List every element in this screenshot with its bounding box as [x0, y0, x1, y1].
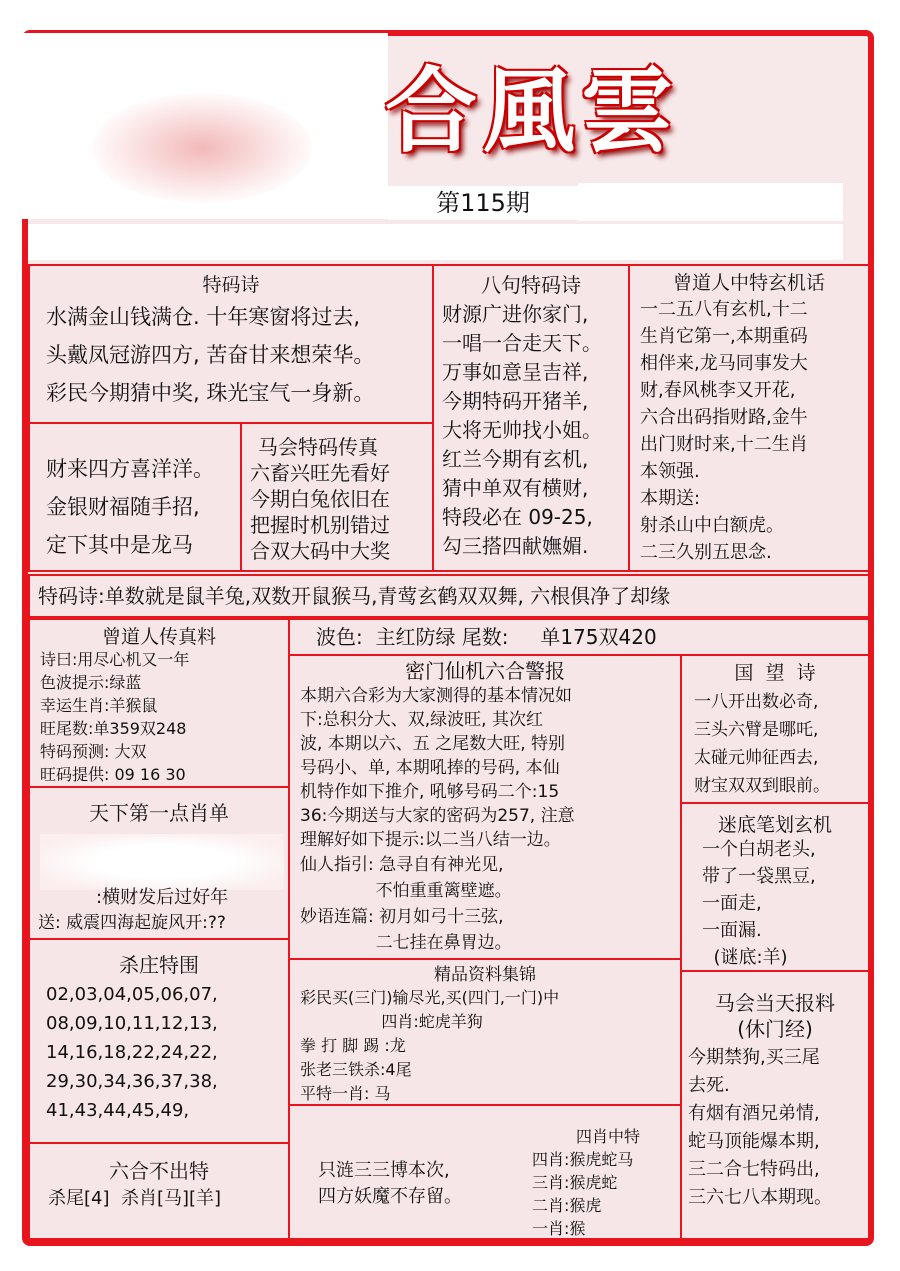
zengdao-title: 曾道人中特玄机话 [672, 272, 825, 294]
banner-box [28, 574, 870, 618]
shazhuang-title: 杀庄特围 [119, 953, 199, 977]
mahui-line: 合双大码中大奖 [250, 539, 390, 563]
poem-line: 水满金山钱满仓. 十年寒窗将过去, [46, 305, 361, 329]
blurred-content [40, 834, 284, 890]
poem2-line: 定下其中是龙马 [46, 533, 193, 557]
mahui-line: 六畜兴旺先看好 [250, 461, 390, 485]
buchu-title: 六合不出特 [109, 1159, 209, 1183]
blurred-header-band [28, 224, 843, 260]
sixiao-line: 二肖:猴虎 [532, 1196, 602, 1215]
mahuidt-line: 三六七八本期现。 [688, 1187, 832, 1208]
jingpin-title: 精品资料集锦 [434, 965, 536, 985]
zengdao-line: 六合出码指财路,金牛 [640, 407, 808, 428]
bajv-line: 万事如意呈吉祥, [442, 360, 589, 384]
zengdao-line: 生肖它第一,本期重码 [640, 326, 808, 347]
zhilian-box [288, 1104, 682, 1240]
bose-box [288, 618, 870, 656]
jingpin-box [288, 958, 682, 1106]
mimen-title: 密门仙机六合警报 [405, 659, 565, 683]
bajv-line: 今期特码开猪羊, [442, 389, 589, 413]
mimen-line: 下:总积分大、双,绿波旺, 其次红 [300, 710, 543, 730]
mimen-line: 本期六合彩为大家测得的基本情况如 [300, 686, 572, 706]
sixiao-line: 四肖:猴虎蛇马 [532, 1150, 634, 1169]
poem-line: 头戴凤冠游四方, 苦奋甘来想荣华。 [46, 343, 375, 367]
banner-text: 特码诗:单数就是鼠羊兔,双数开鼠猴马,青莺玄鹤双双舞, 六根俱净了却缘 [38, 584, 671, 608]
bajv-line: 特段必在 09-25, [442, 505, 593, 529]
zhilian-line: 只涟三三博本次, [318, 1160, 450, 1181]
tianxia-title: 天下第一点肖单 [89, 801, 229, 825]
mimen-line: 号码小、单, 本期吼捧的号码, 本仙 [300, 758, 560, 778]
mimen-line: 理解好如下提示:以二当八结一边。 [300, 830, 561, 850]
bajv-line: 大将无帅找小姐。 [442, 418, 602, 442]
chuanzhen-line: 特码预测: 大双 [40, 742, 147, 761]
mahui-line: 把握时机别错过 [250, 513, 390, 537]
mahuidt-line: 去死. [688, 1075, 730, 1096]
mimen-line: 不怕重重篱壁遮。 [300, 881, 512, 901]
jingpin-line: 平特一肖: 马 [300, 1084, 391, 1103]
jingpin-line: 四肖:蛇虎羊狗 [300, 1012, 483, 1031]
shazhuang-line: 14,16,18,22,24,22, [46, 1042, 218, 1063]
jingpin-line: 彩民买(三门)输尽光,买(四门,一门)中 [300, 988, 560, 1007]
bajv-line: 财源广进你家门, [442, 302, 589, 326]
midi-line: (谜底:羊) [702, 947, 788, 968]
zengdao-line: 二三久别五思念. [640, 542, 772, 563]
bajv-line: 猜中单双有横财, [442, 476, 589, 500]
chuanzhen-line: 旺尾数:单359双248 [40, 719, 187, 738]
shazhuang-line: 41,43,44,45,49, [46, 1100, 190, 1121]
poem2-line: 财来四方喜洋洋。 [46, 457, 214, 481]
mimen-line: 波, 本期以六、五 之尾数大旺, 特别 [300, 734, 566, 754]
zengdao-line: 财,春风桃李又开花, [640, 380, 796, 401]
logo-title: 合風雲 [385, 57, 680, 165]
issue-number: 第115期 [388, 186, 578, 220]
tianxia-line: 送: 威震四海起旋风开:?? [38, 913, 226, 933]
chuanzhen-title: 曾道人传真料 [101, 626, 216, 648]
bajv-line: 红兰今期有玄机, [442, 447, 589, 471]
mahui-box [240, 422, 434, 572]
shazhuang-line: 08,09,10,11,12,13, [46, 1013, 218, 1034]
poem-title: 特码诗 [202, 274, 260, 296]
mahui-line: 今期白兔依旧在 [250, 487, 390, 511]
bajv-title: 八句特码诗 [481, 273, 581, 297]
zengdao-line: 射杀山中白额虎。 [640, 515, 784, 536]
zengdao-box [628, 264, 870, 572]
mahuidt-line: 今期禁狗,买三尾 [688, 1047, 820, 1068]
midi-line: 带了一袋黑豆, [702, 866, 816, 887]
guowang-line: 三头六臂是哪吒, [694, 720, 819, 740]
poem2-box [28, 422, 242, 572]
mahuidt-line: 有烟有酒兄弟情, [688, 1103, 820, 1124]
poem-line: 彩民今期猜中奖, 珠光宝气一身新。 [46, 381, 375, 405]
mahuidt-line: 蛇马顶能爆本期, [688, 1131, 820, 1152]
guowang-title: 国 望 诗 [734, 662, 816, 684]
mahui-title: 马会特码传真 [258, 435, 378, 459]
chuanzhen-line: 幸运生肖:羊猴鼠 [40, 696, 158, 715]
tianxia-line: :横财发后过好年 [96, 887, 229, 908]
blurred-logo-area [22, 33, 388, 219]
zengdao-line: 本期送: [640, 488, 701, 509]
mimen-box [288, 654, 682, 960]
buchu-line: 杀尾[4] 杀肖[马][羊] [48, 1188, 222, 1209]
chuanzhen-line: 诗曰:用尽心机又一年 [40, 650, 190, 669]
zhilian-line: 四方妖魔不存留。 [318, 1186, 462, 1207]
midi-title: 迷底笔划玄机 [717, 814, 832, 836]
poem2-line: 金银财福随手招, [46, 495, 200, 519]
bose-text: 波色: 主红防绿 尾数: 单175双420 [316, 625, 657, 649]
guowang-line: 一八开出数必奇, [694, 692, 819, 712]
shazhuang-line: 29,30,34,36,37,38, [46, 1071, 218, 1092]
jingpin-line: 张老三铁杀:4尾 [300, 1060, 412, 1079]
shazhuang-line: 02,03,04,05,06,07, [46, 984, 218, 1005]
chuanzhen-line: 色波提示:绿蓝 [40, 673, 142, 692]
mahuidt-box [680, 970, 870, 1240]
mimen-line: 机特作如下推介, 吼够号码二个:15 [300, 782, 560, 802]
poem-box [28, 264, 434, 424]
sixiao-line: 三肖:猴虎蛇 [532, 1173, 618, 1192]
mahuidt-title: 马会当天报料 [715, 991, 835, 1015]
midi-line: 一个白胡老头, [702, 839, 816, 860]
mimen-line: 二七挂在鼻胃边。 [300, 933, 512, 953]
zengdao-line: 出门财时来,十二生肖 [640, 434, 808, 455]
zengdao-line: 本领强. [640, 461, 700, 482]
mimen-line: 36:今期送与大家的密码为257, 注意 [300, 806, 575, 826]
blurred-header-strip [578, 183, 843, 221]
jingpin-line: 拳 打 脚 踢 :龙 [300, 1036, 406, 1055]
sixiao-line: 一肖:猴 [532, 1219, 586, 1238]
bajv-line: 勾三搭四献嫵媚. [442, 534, 589, 558]
buchu-box [28, 1142, 290, 1240]
guowang-line: 财宝双双到眼前。 [694, 776, 830, 796]
bajv-line: 一唱一合走天下。 [442, 331, 602, 355]
mimen-line: 妙语连篇: 初月如弓十三弦, [300, 907, 504, 927]
midi-line: 一面漏. [702, 920, 762, 941]
tianxia-box [28, 786, 290, 940]
midi-line: 一面走, [702, 893, 762, 914]
chuanzhen-line: 旺码提供: 09 16 30 [40, 765, 186, 784]
guowang-box [680, 654, 870, 804]
shazhuang-box [28, 938, 290, 1144]
chuanzhen-box [28, 618, 290, 788]
guowang-line: 太碰元帅征西去, [694, 748, 819, 768]
bajv-box [432, 264, 630, 572]
mahuidt-line: 三二合七特码出, [688, 1159, 820, 1180]
zengdao-line: 相伴来,龙马同事发大 [640, 353, 808, 374]
mimen-line: 仙人指引: 急寻自有神光见, [300, 855, 504, 875]
zengdao-line: 一二五八有玄机,十二 [640, 299, 808, 320]
sixiao-title: 四肖中特 [576, 1127, 641, 1146]
mahuidt-subtitle: (休门经) [737, 1017, 813, 1041]
midi-box [680, 802, 870, 972]
